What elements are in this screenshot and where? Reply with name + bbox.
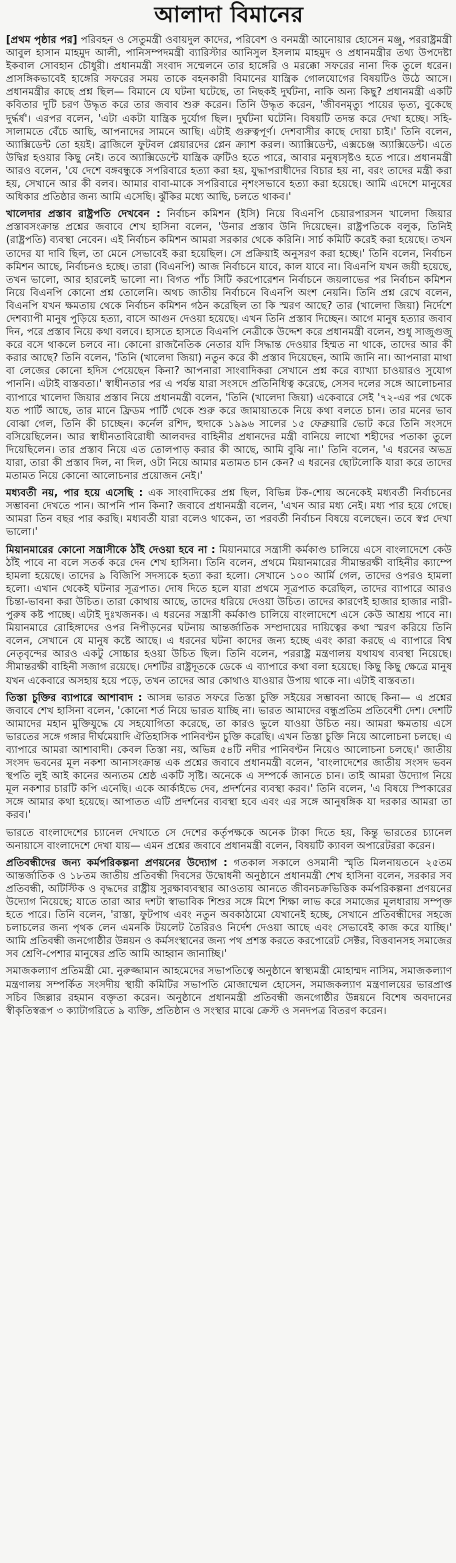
article-body	[6, 34, 452, 1018]
paragraph-text: মিয়ানমারে সন্ত্রাসী কর্মকাণ্ড চালিয়ে এসে বাংলাদেশে কেউ ঠাঁই পাবে না বলে সতর্ক করে দেন শেখ হাসিনা। তিনি বলেন, প্রথমে মিয়ানমারের সীমান্তরক্ষী বাহিনীর ক্যাম্পে হামলা হয়েছে। তাদের ৯ বিজিপি সদস্যকে হত্যা করা হলো। সেখানে ১০০ আর্মি গেল, তাদের ওপরও হামলা হলো। এখান থেকেই ঘটনার সূত্রপাত। দোষ দিতে হলে যারা প্রথমে সূত্রপাত করেছিল, তাদের ব্যাপারে আরও চিন্তা-ভাবনা করা উচিত। তারা কোথায় আছে, তাদের ধরিয়ে দেওয়া উচিত। তাদের কারণেই হাজার হাজার নারী-পুরুষ কষ্ট পাচ্ছে। এটাই দুঃখজনক। এ ধরনের সন্ত্রাসী কর্মকাণ্ড চালিয়ে বাংলাদেশে এসে কেউ আশ্রয় পাবে না। মিয়ানমারে রোহিঙ্গাদের ওপর নিপীড়নের ঘটনায় আন্তর্জাতিক সম্প্রদায়ের দায়িত্বের কথা স্মরণ করিয়ে তিনি বলেন, সেখানে যে মানুষ কষ্টে আছে। এ ধরনের ঘটনা কাদের জন্য হচ্ছে এবং কারা করছে এ ব্যাপারে বিশ্ব নেতৃবৃন্দের আরও একটু সোচ্চার হওয়া উচিত ছিল। তিনি বলেন, পররাষ্ট্র মন্ত্রণালয় যথাযথ ব্যবস্থা নিয়েছে। সীমান্তরক্ষী বাহিনী সজাগ রয়েছে। দেশটির রাষ্ট্রদূতকে ডেকে এ ব্যাপারে কথা বলা হয়েছে। কিছু কিছু ক্ষেত্রে মানুষ যখন একেবারে অসহায় হয়ে পড়ে, তখন তাদের আর কোথাও যাওয়ার উপায় থাকে না। এটাই বাস্তবতা।	[6, 544, 452, 687]
paragraph-lead: [প্রথম পৃষ্ঠার পর]	[6, 35, 78, 46]
paragraph-4	[6, 544, 452, 688]
paragraph-text: নির্বাচন কমিশন (ইসি) নিয়ে বিএনপি চেয়ারপারসন খালেদা জিয়ার প্রস্তাবসংক্রান্ত প্রশ্নের জবাবে শেখ হাসিনা বলেন, 'উনার প্রস্তাব উনি দিয়েছেন। রাষ্ট্রপতিকে বলুক, তিনিই (রাষ্ট্রপতি) ব্যবস্থা নেবেন। এই নির্বাচন কমিশন আমরা সরকার থেকে করিনি। সার্চ কমিটি করেই করা হয়েছে। তখন তাদের যা দাবি ছিল, তা মেনে সেভাবেই করা হয়েছিল। সে প্রক্রিয়াই অনুসরণ করা হচ্ছে।' তিনি বলেন, নির্বাচন কমিশন আছে, নির্বাচনও হচ্ছে। তারা (বিএনপি) আজ নির্বাচনে যাবে, কাল যাবে না। বিএনপি যখন জয়ী হয়েছে, তখন ভালো, আর হারলেই ভালো না। বিগত পাঁচ সিটি করপোরেশন নির্বাচনে জয়লাভের পর নির্বাচন কমিশন নিয়ে বিএনপি কোনো প্রশ্ন তোলেনি। অথচ জাতীয় নির্বাচনে বিএনপি অংশ নেয়নি। তিনি প্রশ্ন রেখে বলেন, বিএনপি যখন ক্ষমতায় থেকে নির্বাচন কমিশন গঠন করেছিল তা কি স্মরণ আছে? তার (খালেদা জিয়া) নির্দেশে দেশব্যাপী মানুষ পুড়িয়ে হত্যা, বাসে আগুন দেওয়া হয়েছে। এখন তিনি প্রস্তাব দিচ্ছেন। আগে মানুষ হত্যার জবাব দিন, পরে প্রস্তাব নিয়ে কথা বলবে। হাসতে হাসতে বিএনপি নেত্রীকে উদ্দেশ করে প্রধানমন্ত্রী বলেন, শুধু সাজুগুজু করে বসে থাকলে চলবে না। কোনো রাজনৈতিক নেতার যদি সিদ্ধান্ত দেওয়ার হিম্মত না থাকে, তাদের আর কী করার আছে? তিনি বলেন, 'তিনি (খালেদা জিয়া) নতুন করে কী প্রস্তাব দিয়েছেন, আমি জানি না। আপনারা মাথা বা লেজের কোনো হদিস পেয়েছেন কিনা? আপনারা সাংবাদিকরা সেখানে প্রশ্ন করে ব্যাখ্যা চাওয়ারও সুযোগ পাননি। এটাই বাস্তবতা।' স্বাধীনতার পর এ পর্যন্ত যারা সংসদে প্রতিনিধিত্ব করেছে, সেসব দলের সঙ্গে আলোচনার ব্যাপারে খালেদা জিয়ার প্রস্তাব নিয়ে প্রধানমন্ত্রী বলেন, 'তিনি (খালেদা জিয়া) একেবারে সেই '৭২-এর পর থেকে যত পার্টি আছে, তার মানে ফ্রিডম পার্টি থেকে শুরু করে জামায়াতকে নিয়ে কথা বলতে চান। তার মনের ভাব বোঝা গেল, তিনি কী চাচ্ছেন। কর্নেল রশিদ, হুদাকে ১৯৯৬ সালের ১৫ ফেব্রুয়ারি ভোট করে তিনি সংসদে বসিয়েছিলেন। আর স্বাধীনতাবিরোধী আলবদর বাহিনীর প্রধানদের মন্ত্রী বানিয়ে লাখো শহীদের পতাকা তুলে দিয়েছিলেন। তার প্রস্তাব নিয়ে এত তোলপাড় করার কী আছে, আমি বুঝি না।' তিনি বলেন, 'এ ধরনের অভদ্র যারা, তারা কী প্রস্তাব দিল, না দিল, ওটা নিয়ে আমার মতামত চান কেন? এ ধরনের ছোটলোকি যারা করে তাদের মতামত নিয়ে কোনো আলোচনার প্রয়োজন নেই।'	[6, 209, 452, 483]
paragraph-7	[6, 857, 452, 962]
paragraph-text: পরিবহন ও সেতুমন্ত্রী ওবায়দুল কাদের, পরিবেশ ও বনমন্ত্রী আনোয়ার হোসেন মঞ্জু, পররাষ্ট্রমন্ত্রী আবুল হাসান মাহমুদ আলী, পানিসম্পদমন্ত্রী ব্যারিস্টার আনিসুল ইসলাম মাহমুদ ও প্রধানমন্ত্রীর তথ্য উপদেষ্টা ইকবাল সোবহান চৌধুরী। প্রধানমন্ত্রী সংবাদ সম্মেলনে তার হাঙ্গেরি ও মরক্কো সফরের নানা দিক তুলে ধরেন। প্রাসঙ্গিকভাবেই হাঙ্গেরি সফরের সময় তাকে বহনকারী বিমানের যান্ত্রিক গোলযোগের বিষয়টিও উঠে আসে। প্রধানমন্ত্রীর কাছে প্রশ্ন ছিল— বিমানে যে ঘটনা ঘটেছে, তা নিছকই দুর্ঘটনা, নাকি অন্য কিছু? প্রধানমন্ত্রী একটি কবিতার দুটি চরণ উদ্ধৃত করে তার জবাব শুরু করেন। তিনি উদ্ধৃত করেন, 'জীবনমৃত্যু পায়ের ভৃত্য, বুকেছে দুর্দ্ধর্ষ'। এরপর বলেন, 'এটা একটা যান্ত্রিক দুর্যোগ ছিল। দুর্ঘটনা ঘটেনি। বিষয়টি তদন্ত করে দেখা হচ্ছে। সহি-সালামতে বেঁচে আছি, আপনাদের সামনে আছি। এটাই গুরুত্বপূর্ণ। দেশবাসীর কাছে দোয়া চাই।' তিনি বলেন, অ্যাক্সিডেন্ট তো হয়ই। ব্রাজিলে ফুটবল প্লেয়ারদের প্লেন ক্র্যাশ করল। অ্যাক্সিডেন্ট, এক্সচেঞ্জ অ্যাক্সিডেন্ট। এতে উদ্বিগ্ন হওয়ার কিছু নেই। তবে অ্যাক্সিডেন্টে যান্ত্রিক ত্রুটিও হতে পারে, আবার মনুষ্যসৃষ্টও হতে পারে। প্রধানমন্ত্রী আরও বলেন, 'যে দেশে বঙ্গবন্ধুকে সপরিবারে হত্যা করা হয়, যুদ্ধাপরাধীদের বিচার হয় না, বরং তাদের মন্ত্রী করা হয়, সেখানে আর কী বলব। আমার বাবা-মাকে সপরিবারে নৃশংসভাবে হত্যা করা হয়েছে। আমি এদেশে মানুষের অধিকার প্রতিষ্ঠার জন্য আমি এসেছি। ঝুঁকির মধ্যে আছি, চলতে থাকব।'	[6, 35, 452, 204]
paragraph-lead: তিস্তা চুক্তির ব্যাপারে আশাবাদ :	[6, 692, 143, 704]
paragraph-3	[6, 487, 452, 539]
paragraph-text: ভারতে বাংলাদেশের চ্যানেল দেখাতে সে দেশের কর্তৃপক্ষকে অনেক টাকা দিতে হয়, কিন্তু ভারতের চ্যানেল অনায়াসে বাংলাদেশে দেখা যায়— এমন প্রশ্নের জবাবে প্রধানমন্ত্রী বলেন, বিষয়টি ক্যাবল অপারেটররা করেন।	[6, 827, 452, 852]
paragraph-lead: মিয়ানমারের কোনো সন্ত্রাসীকে ঠাঁই দেওয়া হবে না :	[6, 544, 216, 556]
paragraph-2	[6, 208, 452, 483]
paragraph-5	[6, 692, 452, 823]
paragraph-text: গতকাল সকালে ওসমানী স্মৃতি মিলনায়তনে ২৫তম আন্তর্জাতিক ও ১৮তম জাতীয় প্রতিবন্ধী দিবসের উদ্বোধনী অনুষ্ঠানে প্রধানমন্ত্রী শেখ হাসিনা বলেন, সরকার সব প্রতিবন্ধী, অটিস্টিক ও বৃদ্ধদের রাষ্ট্রীয় সুরক্ষাব্যবস্থার আওতায় আনতে জীবনচক্রভিত্তিক কর্মপরিকল্পনা প্রণয়নের উদ্যোগ নিয়েছে; যাতে তারা আর দশটা স্বাভাবিক শিশুর সঙ্গে মিশে শিক্ষা লাভ করে সমাজের মূলধারায় সম্পৃক্ত হতে পারে। তিনি বলেন, 'রাস্তা, ফুটপাথ এবং নতুন অবকাঠামো যেখানেই হচ্ছে, সেখানে প্রতিবন্ধীদের সহজে চলাচলের জন্য পৃথক লেন এমনকি টয়লেট তৈরিরও নির্দেশ দেওয়া আছে এবং সেভাবেই কাজ করে যাচ্ছি।' আমি প্রতিবন্ধী জনগোষ্ঠীর উন্নয়ন ও কর্মসংস্থানের জন্য পথ প্রশস্ত করতে করপোরেট সেক্টর, বিত্তবানসহ সমাজের সব শ্রেণি-পেশার মানুষের প্রতি আমি আহ্বান জানাচ্ছি।'	[6, 857, 453, 961]
paragraph-lead: প্রতিবন্ধীদের জন্য কর্মপরিকল্পনা প্রণয়নের উদ্যোগ :	[6, 857, 228, 869]
paragraph-text: এক সাংবাদিকের প্রশ্ন ছিল, বিভিন্ন টক-শোয় অনেকেই মধ্যবর্তী নির্বাচনের সম্ভাবনা দেখতে পান। আপনি পান কিনা? জবাবে প্রধানমন্ত্রী বলেন, 'এখন আর মধ্য নেই। মধ্য পার হয়ে গেছে। আমরা তিন বছর পার করছি। মধ্যবর্তী যারা বলেও থাকেন, তা পরবর্তী নির্বাচন বিষয়ে বলেছেন। তবে স্বপ্ন দেখা ভালো।'	[6, 488, 453, 539]
paragraph-text: আসন্ন ভারত সফরে তিস্তা চুক্তি সইয়ের সম্ভাবনা আছে কিনা— এ প্রশ্নের জবাবে শেখ হাসিনা বলেন, 'কোনো শর্ত নিয়ে ভারত যাচ্ছি না। ভারত আমাদের বন্ধুপ্রতিম প্রতিবেশী দেশ। দেশটি আমাদের মহান মুক্তিযুদ্ধে যে সহযোগিতা করেছে, তা কারও ভুলে যাওয়া উচিত নয়। আমরা ক্ষমতায় এসে ভারতের সঙ্গে গঙ্গার দীর্ঘমেয়াদি ঐতিহাসিক পানিবণ্টন চুক্তি করেছি। এখন তিস্তা চুক্তি নিয়ে আলোচনা চলছে। এ ব্যাপারে আমরা আশাবাদী। কেবল তিস্তা নয়, অভিন্ন ৫৪টি নদীর পানিবণ্টন নিয়েও আলোচনা চলছে।' জাতীয় সংসদ ভবনের মূল নকশা আনাসংক্রান্ত এক প্রশ্নের জবাবে প্রধানমন্ত্রী বলেন, 'বাংলাদেশের জাতীয় সংসদ ভবন স্থপতি লুই আই কানের অন্যতম শ্রেষ্ঠ একটি সৃষ্টি। অনেকে এ সম্পর্কে জানতে চান। তাই আমরা উদ্যোগ নিয়ে মূল নকশার চারটি কপি এনেছি। একে আর্কাইভে দেব, প্রদর্শনের ব্যবস্থা করব।' তিনি বলেন, 'এ বিষয়ে স্পিকারের সঙ্গে আমার কথা হয়েছে। আপাতত এটি প্রদর্শনের ব্যবস্থা হবে এবং এর সঙ্গে আনুষঙ্গিক যা দরকার আমরা তা করব।'	[6, 692, 453, 822]
paragraph-lead: খালেদার প্রস্তাব রাষ্ট্রপতি দেখবেন :	[6, 209, 161, 221]
paragraph-lead: মধ্যবর্তী নয়, পার হয়ে এসেছি :	[6, 488, 143, 500]
headline: আলাদা বিমানের	[154, 2, 304, 28]
paragraph-text: সমাজকল্যাণ প্রতিমন্ত্রী মো. নুরুজ্জামান আহমেদের সভাপতিত্বে অনুষ্ঠানে স্বাস্থ্যমন্ত্রী মোহাম্মদ নাসিম, সমাজকল্যাণ মন্ত্রণালয় সম্পর্কিত সংসদীয় স্থায়ী কমিটির সভাপতি মোজাম্মেল হোসেন, সমাজকল্যাণ মন্ত্রণালয়ের ভারপ্রাপ্ত সচিব জিল্লার রহমান বক্তৃতা করেন। অনুষ্ঠানে প্রধানমন্ত্রী প্রতিবন্ধী জনগোষ্ঠীর উন্নয়নে বিশেষ অবদানের স্বীকৃতিস্বরূপ ৩ ক্যাটাগরিতে ৯ ব্যক্তি, প্রতিষ্ঠান ও সংস্থার মাঝে ক্রেস্ট ও সনদপত্র বিতরণ করেন।	[6, 966, 452, 1017]
paragraph-6	[6, 827, 452, 853]
paragraph-1	[6, 34, 452, 204]
paragraph-8	[6, 965, 452, 1017]
